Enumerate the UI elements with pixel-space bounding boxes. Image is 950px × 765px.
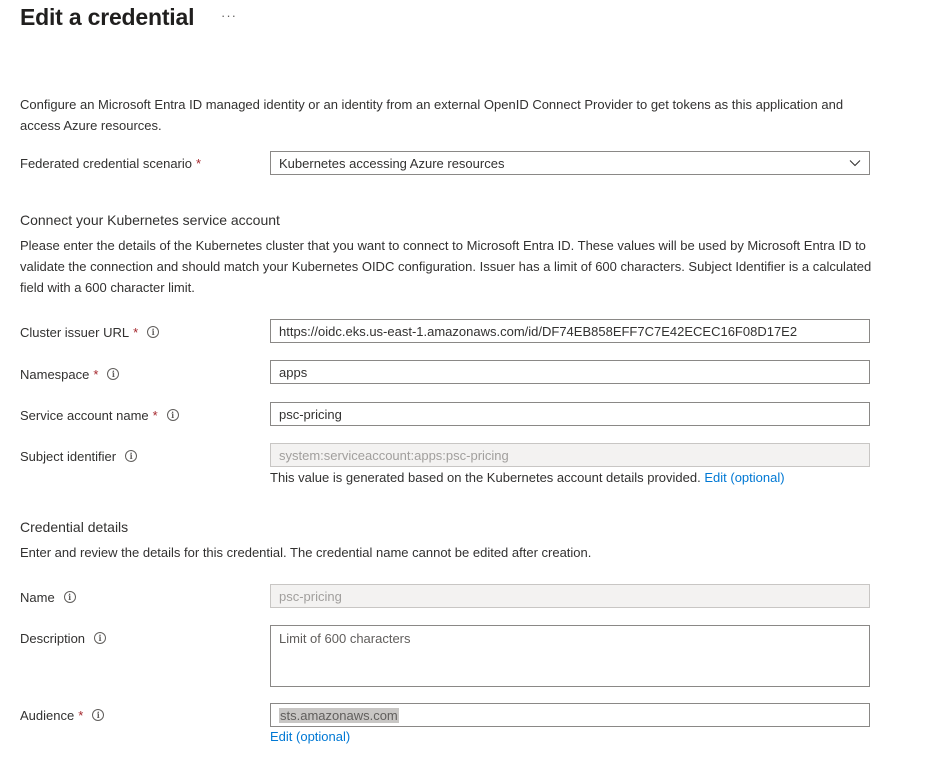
subject-identifier-helper [270, 470, 785, 485]
info-icon[interactable]: i [94, 632, 106, 644]
info-icon[interactable]: i [92, 709, 104, 721]
k8s-section-description: Please enter the details of the Kubernetes cluster that you want to connect to Microsoft Entra ID. These values will be used by Microsoft Entra ID to validate the connection and should match your Kubernetes OIDC configuration. Issuer has a limit of 600 characters. Subject Identifier is a calculated field with a 600 character limit. [20, 238, 872, 295]
k8s-section-title: Connect your Kubernetes service account [20, 212, 280, 228]
name-input [270, 584, 870, 608]
service-account-label: Service account name * i [20, 404, 179, 426]
page-title: Edit a credential [20, 4, 195, 30]
required-marker: * [152, 407, 158, 423]
cluster-issuer-value: https://oidc.eks.us-east-1.amazonaws.com/id/DF74EB858EFF7C7E42ECEC16F08D17E2 [279, 323, 798, 339]
name-value: psc-pricing [279, 588, 342, 604]
subject-identifier-value: system:serviceaccount:apps:psc-pricing [279, 447, 509, 463]
edit-audience-link[interactable]: Edit (optional) [270, 729, 351, 744]
required-marker: * [78, 707, 84, 723]
intro-text: Configure an Microsoft Entra ID managed identity or an identity from an external OpenID Connect Provider to get tokens as this application and access Azure resources. [20, 97, 844, 133]
scenario-label: Federated credential scenario * [20, 155, 202, 171]
namespace-value: apps [279, 364, 308, 380]
description-label: Description i [20, 627, 106, 649]
info-icon[interactable]: i [64, 591, 76, 603]
cluster-issuer-label: Cluster issuer URL * i [20, 321, 159, 343]
audience-value: sts.amazonaws.com [280, 707, 398, 723]
description-textarea[interactable] [270, 625, 870, 687]
credential-section-description: Enter and review the details for this credential. The credential name cannot be edited after creation. [20, 545, 592, 560]
scenario-dropdown[interactable] [270, 151, 870, 175]
subject-identifier-input [270, 443, 870, 467]
audience-input[interactable] [270, 703, 870, 727]
cluster-issuer-input[interactable] [270, 319, 870, 343]
chevron-down-icon [849, 157, 861, 169]
name-label: Name i [20, 586, 76, 608]
info-icon[interactable]: i [107, 368, 119, 380]
required-marker: * [93, 366, 99, 382]
info-icon[interactable]: i [147, 326, 159, 338]
namespace-label: Namespace * i [20, 363, 119, 385]
credential-section-title: Credential details [20, 519, 129, 535]
helper-text: This value is generated based on the Kubernetes account details provided. [270, 470, 701, 485]
audience-label: Audience * i [20, 704, 104, 726]
service-account-input[interactable] [270, 402, 870, 426]
info-icon[interactable]: i [125, 450, 137, 462]
required-marker: * [133, 324, 139, 340]
required-marker: * [196, 155, 202, 171]
more-options-button[interactable]: ··· [221, 8, 237, 23]
namespace-input[interactable] [270, 360, 870, 384]
info-icon[interactable]: i [167, 409, 179, 421]
description-placeholder: Limit of 600 characters [279, 631, 411, 646]
service-account-value: psc-pricing [279, 406, 342, 422]
scenario-selected-value: Kubernetes accessing Azure resources [279, 155, 505, 171]
edit-subject-identifier-link[interactable]: Edit (optional) [704, 470, 785, 485]
subject-identifier-label: Subject identifier i [20, 445, 137, 467]
